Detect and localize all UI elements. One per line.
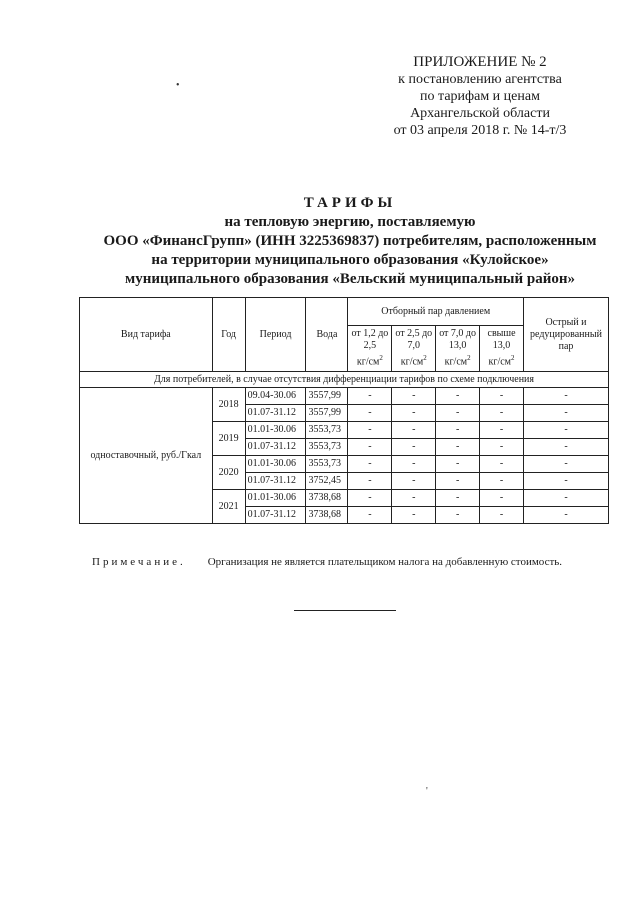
header-pressure-2: от 2,5 до 7,0 $кг/см^2$	[392, 326, 436, 372]
value-cell: -	[480, 507, 524, 524]
tariff-table	[79, 297, 609, 524]
period-cell: 09.04-30.06	[245, 388, 306, 405]
year-cell: 2019	[212, 422, 245, 456]
scan-speck: •	[176, 80, 180, 91]
water-cell: 3557,99	[306, 388, 348, 405]
value-cell: -	[348, 422, 392, 439]
header-steam-group: Отборный пар давлением	[348, 298, 524, 326]
value-cell: -	[480, 422, 524, 439]
note-label: Примечание.	[92, 556, 186, 568]
appendix-line: Архангельской области	[410, 106, 550, 121]
appendix-line: к постановлению агентства	[398, 72, 562, 87]
value-cell: -	[523, 473, 608, 490]
title-line: на территории муниципального образования «Кулойское»	[151, 252, 549, 268]
value-cell: -	[436, 439, 480, 456]
period-cell: 01.07-31.12	[245, 405, 306, 422]
value-cell: -	[392, 507, 436, 524]
period-cell: 01.07-31.12	[245, 439, 306, 456]
tariff-kind-cell: одноставочный, руб./Гкал	[80, 388, 213, 524]
value-cell: -	[480, 388, 524, 405]
header-pressure-4: свыше 13,0 $кг/см^2$	[480, 326, 524, 372]
water-cell: 3553,73	[306, 439, 348, 456]
water-cell: 3738,68	[306, 507, 348, 524]
value-cell: -	[436, 388, 480, 405]
header-acute-steam: Острый и редуцированный пар	[523, 298, 608, 372]
header-water: Вода	[306, 298, 348, 372]
value-cell: -	[348, 439, 392, 456]
period-cell: 01.01-30.06	[245, 456, 306, 473]
signature-line	[294, 610, 396, 611]
value-cell: -	[523, 439, 608, 456]
period-cell: 01.01-30.06	[245, 490, 306, 507]
period-cell: 01.07-31.12	[245, 507, 306, 524]
year-cell: 2021	[212, 490, 245, 524]
header-kind: Вид тарифа	[80, 298, 213, 372]
note-text: Организация не является плательщиком налога на добавленную стоимость.	[207, 556, 563, 568]
value-cell: -	[392, 388, 436, 405]
value-cell: -	[348, 490, 392, 507]
title-line: ООО «ФинансГрупп» (ИНН 3225369837) потребителям, расположенным	[103, 233, 597, 249]
value-cell: -	[392, 490, 436, 507]
header-pressure-3: от 7,0 до 13,0 $кг/см^2$	[436, 326, 480, 372]
value-cell: -	[436, 490, 480, 507]
value-cell: -	[523, 507, 608, 524]
value-cell: -	[523, 422, 608, 439]
value-cell: -	[436, 507, 480, 524]
header-pressure-1: от 1,2 до 2,5 $кг/см^2$	[348, 326, 392, 372]
value-cell: -	[480, 439, 524, 456]
appendix-block	[320, 54, 640, 139]
value-cell: -	[480, 456, 524, 473]
title-line: на тепловую энергию, поставляемую	[224, 214, 476, 230]
value-cell: -	[480, 405, 524, 422]
value-cell: -	[348, 507, 392, 524]
document-title	[60, 194, 640, 289]
value-cell: -	[348, 388, 392, 405]
title-heading: ТАРИФЫ	[303, 195, 397, 211]
water-cell: 3738,68	[306, 490, 348, 507]
year-cell: 2018	[212, 388, 245, 422]
value-cell: -	[392, 405, 436, 422]
period-cell: 01.07-31.12	[245, 473, 306, 490]
scan-speck: '	[426, 786, 428, 797]
value-cell: -	[523, 456, 608, 473]
appendix-title: ПРИЛОЖЕНИЕ № 2	[413, 54, 547, 70]
note	[92, 556, 562, 568]
water-cell: 3557,99	[306, 405, 348, 422]
value-cell: -	[523, 405, 608, 422]
value-cell: -	[480, 473, 524, 490]
value-cell: -	[523, 388, 608, 405]
table-row	[80, 388, 609, 405]
appendix-line: по тарифам и ценам	[420, 89, 540, 104]
value-cell: -	[392, 422, 436, 439]
value-cell: -	[436, 422, 480, 439]
title-line: муниципального образования «Вельский муниципальный район»	[124, 271, 576, 287]
period-cell: 01.01-30.06	[245, 422, 306, 439]
value-cell: -	[392, 473, 436, 490]
header-period: Период	[245, 298, 306, 372]
value-cell: -	[348, 405, 392, 422]
appendix-line: от 03 апреля 2018 г. № 14-т/3	[393, 123, 567, 138]
water-cell: 3553,73	[306, 422, 348, 439]
value-cell: -	[436, 473, 480, 490]
water-cell: 3752,45	[306, 473, 348, 490]
value-cell: -	[523, 490, 608, 507]
header-year: Год	[212, 298, 245, 372]
value-cell: -	[348, 456, 392, 473]
section-row: Для потребителей, в случае отсутствия дифференциации тарифов по схеме подключения	[80, 372, 609, 388]
water-cell: 3553,73	[306, 456, 348, 473]
value-cell: -	[436, 456, 480, 473]
value-cell: -	[392, 439, 436, 456]
value-cell: -	[436, 405, 480, 422]
value-cell: -	[348, 473, 392, 490]
year-cell: 2020	[212, 456, 245, 490]
value-cell: -	[392, 456, 436, 473]
value-cell: -	[480, 490, 524, 507]
